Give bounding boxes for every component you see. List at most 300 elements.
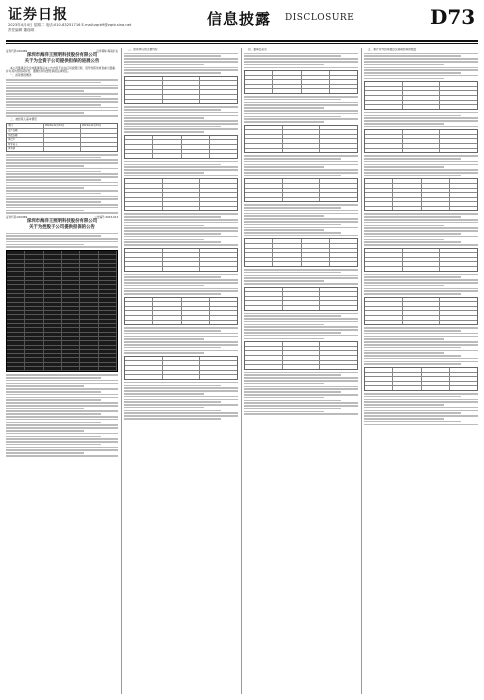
table-cell (62, 277, 80, 280)
section-heading: 五、累计对外担保数量及逾期担保的数量 (368, 48, 417, 51)
table-cell (200, 100, 237, 104)
table-cell (153, 316, 181, 320)
text-line (6, 182, 118, 184)
data-table (364, 81, 478, 110)
text-line (6, 235, 101, 237)
table-cell (365, 207, 393, 211)
text-line (364, 404, 444, 406)
table-cell (440, 105, 477, 109)
table-cell (365, 307, 403, 311)
table-cell (393, 202, 421, 206)
table-cell (80, 354, 98, 357)
text-line (244, 96, 358, 98)
table-cell (153, 307, 181, 311)
table-cell (245, 249, 273, 253)
text-line (124, 276, 221, 278)
table-row (245, 198, 357, 202)
table-cell (200, 86, 237, 90)
table-cell (7, 315, 25, 318)
table-cell (163, 184, 201, 188)
text-line (124, 288, 238, 290)
text-line (124, 164, 221, 166)
text-line (244, 175, 341, 177)
text-line (124, 285, 204, 287)
table-cell (7, 333, 25, 336)
text-line (364, 120, 478, 122)
text-line (364, 336, 478, 338)
table-cell (365, 202, 393, 206)
table-cell (163, 207, 201, 211)
table-cell (200, 207, 237, 211)
table-cell (99, 281, 117, 284)
text-line (244, 388, 358, 390)
table-cell (403, 130, 441, 134)
column-body (364, 53, 478, 426)
article-abbr: 证券简称:海南矿业 (96, 50, 118, 53)
text-line (124, 393, 204, 395)
section-heading: 一、担保情况概述 (10, 73, 32, 78)
table-cell (25, 311, 43, 314)
table-cell (440, 262, 477, 266)
table-cell (440, 144, 477, 148)
text-line (364, 69, 478, 71)
table-cell (7, 285, 25, 288)
table-cell (7, 303, 25, 306)
table-cell (80, 358, 98, 361)
text-line (6, 165, 84, 167)
table-cell (200, 179, 237, 183)
text-line (364, 241, 461, 243)
text-line (364, 172, 478, 174)
table-cell (365, 139, 403, 143)
table-cell (62, 311, 80, 314)
text-line (6, 185, 118, 187)
table-cell (44, 272, 62, 275)
table-cell (283, 347, 321, 351)
table-cell (200, 189, 237, 193)
table-cell (163, 193, 201, 197)
table-cell (163, 357, 201, 361)
table-row (365, 149, 477, 153)
table-cell (62, 320, 80, 323)
text-line (6, 405, 118, 407)
data-table (124, 135, 238, 159)
table-cell (422, 184, 450, 188)
table-cell (182, 311, 210, 315)
text-line (244, 277, 358, 279)
text-line (124, 106, 238, 108)
table-cell (245, 71, 273, 75)
table-cell (44, 315, 62, 318)
table-cell (125, 100, 163, 104)
table-cell (330, 244, 357, 248)
text-line (364, 355, 461, 357)
table-cell (440, 302, 477, 306)
table-cell (163, 77, 201, 81)
table-cell (330, 262, 357, 266)
table-cell (365, 377, 393, 381)
text-line (6, 96, 101, 98)
text-line (124, 233, 221, 235)
table-cell (403, 82, 441, 86)
table-cell (450, 179, 477, 183)
table-cell (25, 272, 43, 275)
text-line (364, 169, 478, 171)
text-line (124, 123, 238, 125)
table-cell (440, 135, 477, 139)
table-cell (125, 140, 153, 144)
table-cell (320, 193, 357, 197)
table-cell (44, 320, 62, 323)
data-table (364, 297, 478, 326)
table-cell (7, 346, 25, 349)
header-rule-thin (6, 43, 478, 44)
table-cell (125, 311, 153, 315)
table-cell (44, 260, 62, 263)
table-cell (25, 264, 43, 267)
text-line (6, 399, 101, 401)
text-line (244, 269, 358, 271)
table-cell (210, 311, 237, 315)
table-cell (80, 272, 98, 275)
text-line (244, 224, 341, 226)
table-row (125, 154, 237, 158)
text-line (364, 158, 461, 160)
table-cell (320, 130, 357, 134)
table-cell (62, 251, 80, 254)
table-cell (365, 135, 403, 139)
table-cell (25, 268, 43, 271)
table-cell (210, 307, 237, 311)
text-line (124, 72, 221, 74)
table-cell (450, 202, 477, 206)
table-cell (210, 145, 237, 149)
table-cell (80, 346, 98, 349)
table-cell (200, 361, 237, 365)
text-line (124, 175, 238, 177)
text-line (244, 408, 341, 410)
table-cell (81, 134, 117, 138)
table-cell (283, 365, 321, 369)
text-line (244, 391, 341, 393)
text-line (364, 276, 461, 278)
table-cell (7, 354, 25, 357)
table-cell (25, 277, 43, 280)
text-lines (6, 79, 118, 117)
table-cell (99, 337, 117, 340)
table-cell (283, 184, 321, 188)
table-cell (62, 285, 80, 288)
table-cell (365, 130, 403, 134)
table-row (245, 262, 357, 266)
text-line (6, 419, 118, 421)
table-cell (365, 184, 393, 188)
table-cell (125, 207, 163, 211)
text-line (364, 78, 444, 80)
text-line (244, 313, 358, 315)
table-cell (80, 281, 98, 284)
table-cell (330, 71, 357, 75)
table-cell (7, 290, 25, 293)
text-line (244, 58, 358, 60)
table-cell (80, 320, 98, 323)
text-lines (6, 233, 118, 249)
table-cell (393, 207, 421, 211)
table-cell (403, 267, 441, 271)
text-line (364, 225, 444, 227)
text-line (124, 115, 238, 117)
data-table (124, 76, 238, 105)
table-cell (99, 358, 117, 361)
table-cell (365, 144, 403, 148)
text-line (244, 210, 358, 212)
table-cell (403, 311, 441, 315)
data-table (244, 287, 358, 311)
table-cell (125, 371, 163, 375)
table-cell (7, 324, 25, 327)
table-cell (450, 382, 477, 386)
text-line (6, 394, 118, 396)
text-line (6, 241, 118, 243)
table-cell (365, 96, 403, 100)
table-cell (330, 76, 357, 80)
table-cell (99, 268, 117, 271)
table-cell (210, 321, 237, 325)
text-line (124, 128, 238, 130)
text-line (124, 117, 204, 119)
table-cell (125, 262, 163, 266)
table-cell (210, 140, 237, 144)
column-2 (124, 48, 238, 694)
text-line (6, 444, 101, 446)
table-cell (62, 272, 80, 275)
table-cell (44, 143, 81, 147)
text-line (124, 53, 238, 55)
table-cell (44, 303, 62, 306)
table-cell (62, 363, 80, 366)
table-cell (245, 126, 283, 130)
data-table (364, 178, 478, 211)
table-cell (320, 144, 357, 148)
text-line (364, 341, 478, 343)
table-cell (302, 239, 330, 243)
table-cell (245, 244, 273, 248)
table-cell (283, 342, 321, 346)
table-row (365, 321, 477, 325)
table-cell (320, 347, 357, 351)
table-cell (99, 324, 117, 327)
data-table (124, 248, 238, 272)
text-line (364, 61, 478, 63)
article-notice-no: 公告编号:2023-013 (94, 215, 118, 219)
table-cell (200, 371, 237, 375)
table-cell (245, 351, 283, 355)
text-line (124, 222, 238, 224)
text-line (244, 53, 358, 55)
table-cell (80, 255, 98, 258)
table-cell (403, 316, 441, 320)
text-line (244, 338, 324, 340)
table-cell (99, 272, 117, 275)
table-cell (44, 251, 62, 254)
text-line (124, 219, 238, 221)
table-cell (450, 368, 477, 372)
table-cell (25, 354, 43, 357)
table-cell (99, 264, 117, 267)
table-cell (125, 267, 163, 271)
table-cell (245, 135, 283, 139)
table-cell (283, 193, 321, 197)
text-line (364, 288, 478, 290)
table-cell (80, 298, 98, 301)
text-line (6, 246, 118, 248)
text-line (244, 275, 358, 277)
text-line (364, 424, 478, 426)
table-cell (393, 179, 421, 183)
table-row (365, 207, 477, 211)
data-table (364, 248, 478, 272)
table-cell (99, 294, 117, 297)
table-cell (365, 258, 403, 262)
text-line (6, 93, 118, 95)
table-cell (320, 179, 357, 183)
text-line (244, 235, 358, 237)
text-line (244, 227, 358, 229)
table-cell (125, 90, 163, 94)
text-line (6, 173, 118, 175)
table-cell (450, 373, 477, 377)
table-cell (422, 207, 450, 211)
article-title: 关于为全资子公司提供担保的进展公告 (24, 59, 100, 64)
table-cell (153, 136, 181, 140)
text-line (6, 193, 101, 195)
table-cell (320, 135, 357, 139)
table-cell (365, 179, 393, 183)
text-line (124, 282, 238, 284)
table-cell (125, 179, 163, 183)
table-cell: 负债总额 (7, 134, 44, 138)
text-line (364, 72, 461, 74)
text-lines (6, 154, 118, 214)
text-line (6, 385, 84, 387)
text-line (124, 131, 204, 133)
text-line (124, 126, 221, 128)
text-line (6, 416, 118, 418)
text-line (6, 433, 118, 435)
text-line (364, 55, 461, 57)
column-1 (6, 48, 118, 694)
text-line (364, 115, 461, 117)
text-line (364, 399, 478, 401)
text-line (6, 190, 118, 192)
table-cell (7, 358, 25, 361)
table-cell (125, 136, 153, 140)
table-cell (25, 320, 43, 323)
table-cell (440, 91, 477, 95)
table-cell (153, 311, 181, 315)
table-cell (25, 307, 43, 310)
table-cell (245, 198, 283, 202)
table-cell (200, 77, 237, 81)
text-line (244, 221, 358, 223)
text-line (364, 293, 461, 295)
table-cell (182, 316, 210, 320)
table-cell (273, 89, 301, 93)
table-cell (99, 367, 117, 370)
table-cell (450, 377, 477, 381)
table-cell (273, 253, 301, 257)
table-cell (182, 150, 210, 154)
text-line (6, 424, 118, 426)
text-line (124, 161, 238, 163)
table-cell (365, 189, 393, 193)
table-cell (7, 251, 25, 254)
table-cell (99, 354, 117, 357)
text-line (244, 207, 341, 209)
table-cell (99, 260, 117, 263)
table-cell (403, 91, 441, 95)
table-cell (283, 126, 321, 130)
table-cell (245, 297, 283, 301)
table-cell (7, 264, 25, 267)
table-cell (283, 356, 321, 360)
text-line (124, 69, 238, 71)
table-cell (403, 149, 441, 153)
text-line (244, 110, 358, 112)
table-cell (450, 184, 477, 188)
table-cell (320, 342, 357, 346)
table-cell (163, 179, 201, 183)
text-line (6, 201, 101, 203)
table-cell (99, 320, 117, 323)
article-title: 关于为控股子公司提供担保的公告 (29, 224, 95, 230)
table-cell (44, 264, 62, 267)
text-line (364, 330, 461, 332)
table-row (245, 306, 357, 310)
column-divider (361, 48, 362, 694)
text-line (364, 344, 478, 346)
article-header (6, 50, 118, 65)
text-line (364, 396, 461, 398)
text-line (124, 274, 238, 276)
text-line (244, 280, 324, 282)
table-cell (283, 135, 321, 139)
table-cell (25, 363, 43, 366)
column-body (124, 53, 238, 420)
table-cell (245, 356, 283, 360)
table-cell (245, 139, 283, 143)
text-line (6, 85, 118, 87)
table-cell (440, 316, 477, 320)
table-cell (330, 89, 357, 93)
table-cell (283, 130, 321, 134)
text-line (6, 212, 118, 214)
table-cell (44, 367, 62, 370)
table-cell (440, 298, 477, 302)
text-line (364, 216, 461, 218)
table-cell (393, 193, 421, 197)
table-cell (80, 350, 98, 353)
text-line (364, 421, 461, 423)
text-line (364, 338, 444, 340)
table-cell (99, 255, 117, 258)
table-cell (200, 267, 237, 271)
table-cell (125, 184, 163, 188)
text-line (244, 318, 358, 320)
text-line (6, 436, 101, 438)
text-line (364, 219, 478, 221)
text-line (6, 107, 118, 109)
